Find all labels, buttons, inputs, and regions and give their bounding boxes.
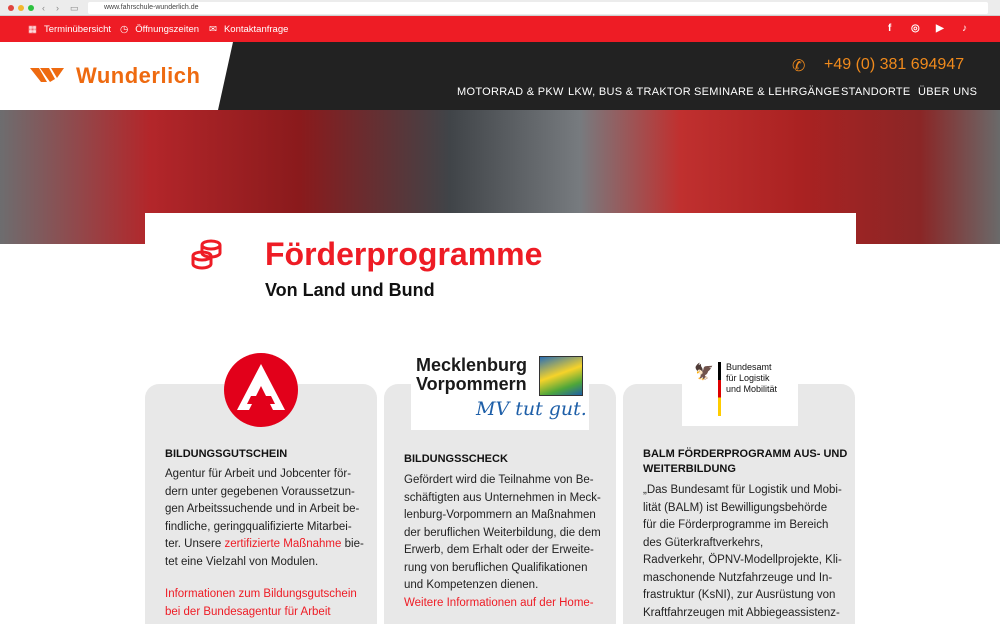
calendar-icon: ▦ [28, 24, 37, 35]
text-line: Radverkehr, ÖPNV-Modellprojekte, Kli- [643, 554, 842, 566]
card-title: BILDUNGSGUTSCHEIN [165, 448, 288, 460]
text-line: schäftigten aus Unternehmen in Meck- [404, 491, 601, 504]
link-kontaktanfrage[interactable] [209, 24, 288, 35]
nav-standorte[interactable]: STANDORTE [841, 86, 911, 98]
instagram-icon[interactable]: ◎ [911, 23, 920, 34]
phone-number[interactable] [792, 56, 965, 75]
link-oeffnungszeiten[interactable] [120, 24, 199, 35]
link-terminuebersicht[interactable] [28, 24, 111, 35]
text-line: maschonende Nutzfahrzeuge und In- [643, 571, 833, 584]
agentur-fuer-arbeit-logo [223, 352, 299, 428]
text-line: Gefördert wird die Teilnahme von Be- [404, 474, 594, 486]
top-bar [0, 16, 1000, 42]
nav-seminare[interactable]: SEMINARE & LEHRGÄNGE [694, 86, 840, 98]
logo-text: für Logistik [726, 373, 770, 383]
logo-slogan: MV tut gut. [476, 398, 587, 420]
url-bar[interactable] [88, 2, 988, 14]
text-line: und Kompetenzen dienen. [404, 579, 539, 591]
close-window-button[interactable] [8, 5, 14, 11]
text-line: Kraftfahrzeugen mit Abbiegeassistenz- [643, 606, 840, 619]
mecklenburg-vorpommern-logo [411, 350, 589, 430]
youtube-icon[interactable]: ▶ [936, 23, 944, 34]
logo-text: Vorpommern [416, 374, 527, 394]
text-line: rung von beruflichen Qualifikationen [404, 561, 588, 574]
forward-icon[interactable]: › [56, 3, 59, 13]
text-line: frastruktur (KsNI), zur Ausrüstung von [643, 589, 836, 601]
bildungsgutschein-info-link[interactable]: Informationen zum Bildungsgutschein [165, 588, 357, 600]
back-icon[interactable]: ‹ [42, 3, 45, 13]
facebook-icon[interactable]: f [888, 23, 892, 34]
text-line: der beruflichen Weiterbildung, die dem [404, 526, 601, 539]
text-part: bie- [341, 538, 364, 550]
text-line: Agentur für Arbeit und Jobcenter för- [165, 468, 352, 480]
text-line: lität (BALM) ist Bewilligungsbehörde [643, 501, 828, 514]
clock-icon: ◷ [120, 24, 129, 35]
card-title [643, 447, 847, 477]
logo-text: Mecklenburg [416, 355, 528, 375]
logo-text: Bundesamt [726, 362, 772, 372]
text-line: lenburg-Vorpommern an Maßnahmen [404, 509, 596, 521]
text-line: für die Förderprogramme im Bereich [643, 519, 829, 531]
logo[interactable]: Wunderlich [76, 63, 201, 88]
text-part: ter. Unsere [165, 538, 225, 550]
card-title: BILDUNGSSCHECK [404, 453, 508, 465]
minimize-window-button[interactable] [18, 5, 24, 11]
sidebar-icon[interactable]: ▭ [70, 3, 79, 13]
link-label: Öffnungszeiten [135, 24, 200, 35]
text-line [165, 536, 364, 554]
title-line: WEITERBILDUNG [643, 463, 736, 475]
card-text [165, 466, 364, 621]
text-line: Erwerb, dem Erhalt oder der Erweite- [404, 544, 594, 556]
card-text [643, 482, 842, 622]
bundesagentur-link[interactable]: bei der Bundesagentur für Arbeit [165, 605, 331, 618]
coins-icon [190, 238, 224, 272]
text-line: dern unter gegebenen Voraussetzun- [165, 485, 355, 498]
url-text: www.fahrschule-wunderlich.de [104, 4, 199, 11]
tiktok-icon[interactable]: ♪ [962, 23, 967, 34]
browser-bar [0, 0, 1000, 16]
page-subtitle: Von Land und Bund [265, 280, 435, 300]
link-label: Terminübersicht [43, 24, 112, 35]
logo-text: und Mobilität [726, 384, 778, 394]
text-line: gen Arbeitssuchende und in Arbeit be- [165, 503, 360, 515]
text-line: „Das Bundesamt für Logistik und Mobi- [643, 484, 842, 496]
card-text [404, 472, 601, 612]
title-line: BALM FÖRDERPROGRAMM AUS- UND [643, 448, 848, 460]
nav-motorrad-pkw[interactable]: MOTORRAD & PKW [457, 86, 564, 98]
text-line: des Güterkraftverkehrs, [643, 536, 764, 549]
nav-lkw-bus-traktor[interactable]: LKW, BUS & TRAKTOR [568, 86, 691, 98]
mail-icon: ✉ [209, 24, 217, 35]
eagle-icon: 🦅 [694, 364, 714, 381]
header [0, 42, 1000, 110]
text-line: findliche, geringqualifizierte Mitarbei- [165, 520, 352, 533]
link-label: Kontaktanfrage [223, 24, 289, 35]
maximize-window-button[interactable] [28, 5, 34, 11]
zertifizierte-massnahme-link[interactable]: zertifizierte Maßnahme [224, 538, 342, 550]
balm-logo [682, 352, 798, 426]
logo-mark-icon [30, 68, 64, 82]
text-line: tet eine Vielzahl von Modulen. [165, 555, 319, 568]
weitere-informationen-link[interactable]: Weitere Informationen auf der Home- [404, 596, 594, 609]
page-title: Förderprogramme [265, 236, 543, 272]
phone-text: +49 (0) 381 694947 [824, 56, 965, 73]
nav-ueber-uns[interactable]: ÜBER UNS [918, 86, 978, 98]
phone-icon: ✆ [792, 58, 806, 75]
